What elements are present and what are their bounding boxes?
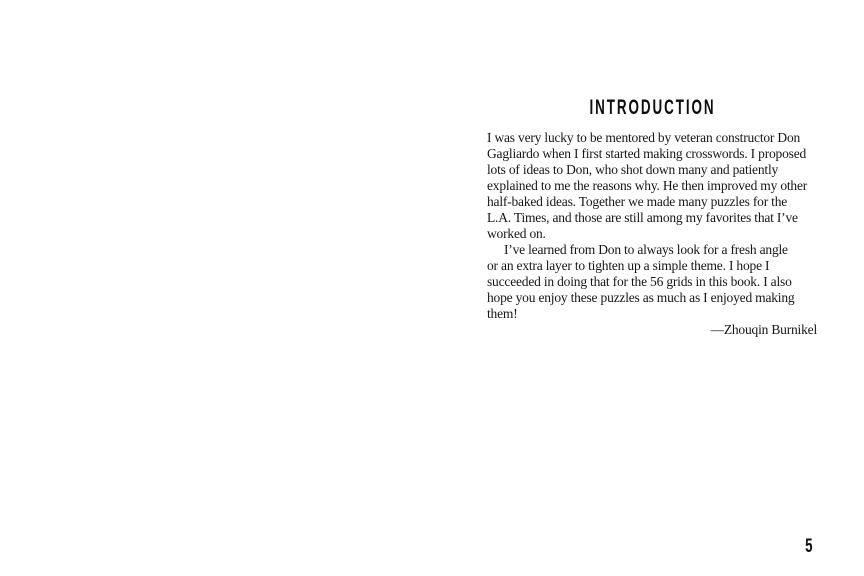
page-title-text: INTRODUCTION [588, 96, 716, 119]
text-line: them! [487, 306, 518, 321]
body-text [487, 130, 817, 338]
text-line: I’ve learned from Don to always look for a fresh angle [504, 242, 788, 257]
text-line: explained to me the reasons why. He then improved my other [487, 178, 808, 193]
text-line: worked on. [487, 226, 546, 241]
text-line: lots of ideas to Don, who shot down many and patiently [487, 162, 779, 177]
page-title [487, 97, 817, 118]
text-line: or an extra layer to tighten up a simple theme. I hope I [487, 258, 770, 273]
text-line: L.A. Times, and those are still among my favorites that I’ve [487, 210, 798, 225]
paragraph [487, 130, 817, 242]
text-line: hope you enjoy these puzzles as much as I enjoyed making [487, 290, 795, 305]
page-number-text: 5 [805, 536, 813, 557]
text-line: I was very lucky to be mentored by veteran constructor Don [487, 130, 801, 145]
text-line: half-baked ideas. Together we made many puzzles for the [487, 194, 788, 209]
page-number [780, 537, 813, 556]
signature: —Zhouqin Burnikel [710, 322, 817, 337]
text-line: succeeded in doing that for the 56 grids in this book. I also [487, 274, 792, 289]
text-line: Gagliardo when I first started making crosswords. I proposed [487, 146, 807, 161]
paragraph [487, 242, 817, 322]
